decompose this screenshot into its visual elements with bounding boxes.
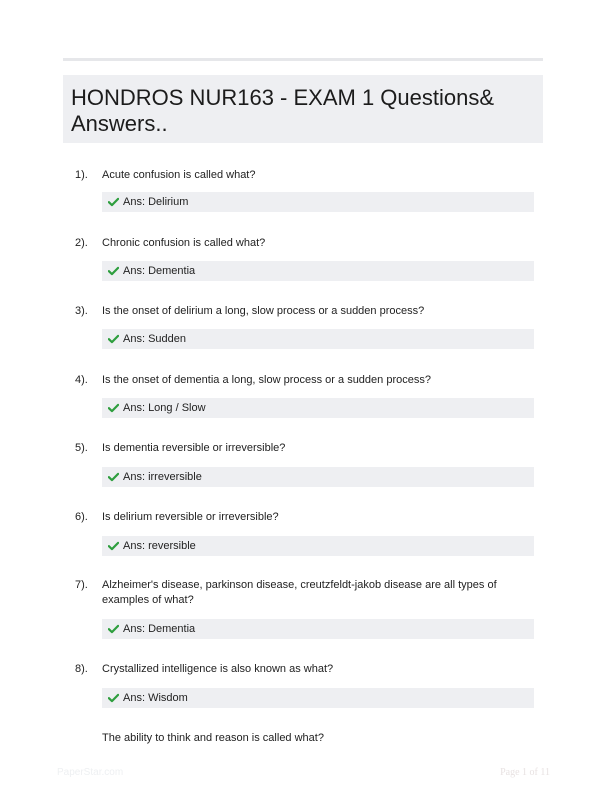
answer-box <box>102 619 534 639</box>
check-icon <box>108 334 119 344</box>
question-number: 6). <box>75 511 88 523</box>
footer-site: PaperStar.com <box>57 767 124 778</box>
check-icon <box>108 197 119 207</box>
question-text: Is delirium reversible or irreversible? <box>102 511 279 523</box>
question-number: 2). <box>75 237 88 249</box>
answer-text: Ans: Long / Slow <box>123 402 206 414</box>
answer-box <box>102 398 534 418</box>
question-text: Alzheimer's disease, parkinson disease, creutzfeldt-jakob disease are all types of examples of what? <box>102 579 497 606</box>
question-text: Is the onset of dementia a long, slow process or a sudden process? <box>102 374 431 386</box>
check-icon <box>108 472 119 482</box>
question-text: Acute confusion is called what? <box>102 169 256 181</box>
question-text: The ability to think and reason is called what? <box>102 732 324 744</box>
question-number: 4). <box>75 374 88 386</box>
check-icon <box>108 403 119 413</box>
answer-box <box>102 536 534 556</box>
page-title: HONDROS NUR163 - EXAM 1 Questions& Answers.. <box>71 85 495 136</box>
question-number: 3). <box>75 305 88 317</box>
check-icon <box>108 541 119 551</box>
question-number: 7). <box>75 579 88 591</box>
answer-text: Ans: Dementia <box>123 623 196 635</box>
answer-box <box>102 192 534 212</box>
answer-text: Ans: Wisdom <box>123 692 188 704</box>
check-icon <box>108 266 119 276</box>
answer-text: Ans: Delirium <box>123 196 189 208</box>
answer-box <box>102 688 534 708</box>
answer-box <box>102 329 534 349</box>
answer-text: Ans: reversible <box>123 540 196 552</box>
answer-text: Ans: Sudden <box>123 333 186 345</box>
footer-page-number: Page 1 of 11 <box>500 767 550 778</box>
answer-text: Ans: irreversible <box>123 471 202 483</box>
question-text: Chronic confusion is called what? <box>102 237 266 249</box>
question-text: Is dementia reversible or irreversible? <box>102 442 286 454</box>
top-divider <box>63 58 543 61</box>
answer-box <box>102 261 534 281</box>
question-number: 1). <box>75 169 88 181</box>
question-text: Crystallized intelligence is also known as what? <box>102 663 334 675</box>
question-number: 8). <box>75 663 88 675</box>
answer-box <box>102 467 534 487</box>
question-text: Is the onset of delirium a long, slow process or a sudden process? <box>102 305 425 317</box>
check-icon <box>108 693 119 703</box>
title-box <box>63 75 543 143</box>
question-number: 5). <box>75 442 88 454</box>
answer-text: Ans: Dementia <box>123 265 196 277</box>
check-icon <box>108 624 119 634</box>
